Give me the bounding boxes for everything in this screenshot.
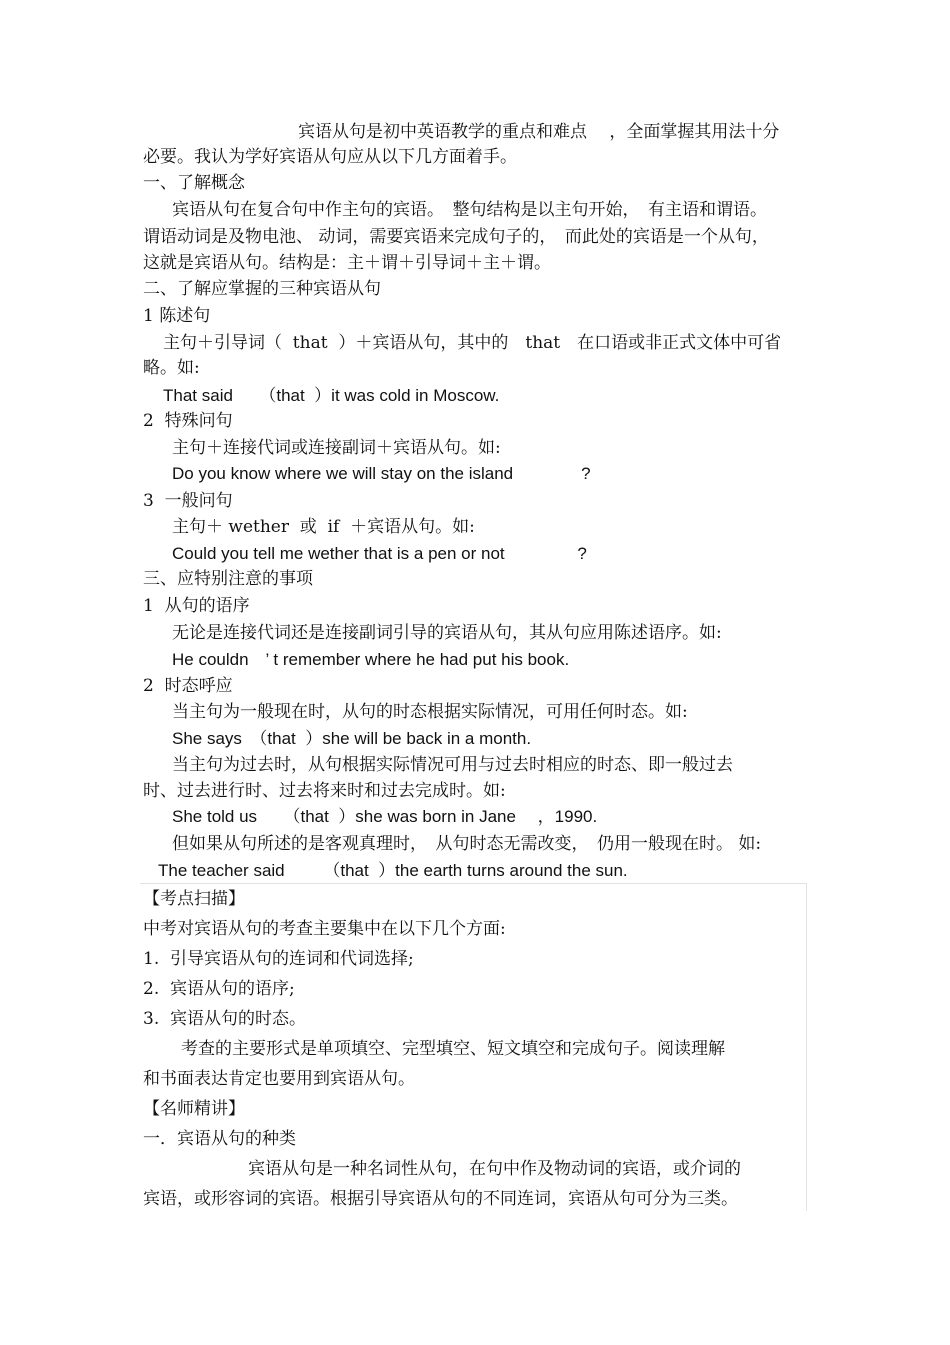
subheading-declarative: 1 陈述句 xyxy=(143,306,211,326)
special-question-rule: 主句＋连接代词或连接副词＋宾语从句。如: xyxy=(172,438,501,458)
section-heading-1: 一、了解概念 xyxy=(143,173,245,193)
types-line-2: 宾语，或形容词的宾语。根据引导宾语从句的不同连词，宾语从句可分为三类。 xyxy=(143,1189,738,1209)
general-question-example: Could you tell me wether that is a pen or not ? xyxy=(172,544,587,563)
tense-example-past: She told us （that ）she was born in Jane ，1990. xyxy=(172,807,598,826)
exam-point-3: 3. 宾语从句的时态。 xyxy=(143,1009,307,1029)
tense-rule-truth: 但如果从句所述的是客观真理时， 从句时态无需改变， 仍用一般现在时。 如: xyxy=(172,834,762,854)
subheading-word-order: 1 从句的语序 xyxy=(143,596,250,616)
exam-point-1: 1. 引导宾语从句的连词和代词选择; xyxy=(143,949,414,969)
teacher-heading: 【名师精讲】 xyxy=(143,1099,245,1119)
exam-scan-heading: 【考点扫描】 xyxy=(143,889,245,909)
declarative-rule-line-1: 主句＋引导词（ that ）＋宾语从句，其中的 that 在口语或非正式文体中可省 xyxy=(163,333,782,353)
declarative-rule-line-2: 略。如: xyxy=(143,358,200,378)
subheading-general-question: 3 一般问句 xyxy=(143,491,233,511)
special-question-example: Do you know where we will stay on the island ? xyxy=(172,464,591,483)
types-heading: 一．宾语从句的种类 xyxy=(143,1129,296,1149)
tense-rule-past-line-1: 当主句为过去时，从句根据实际情况可用与过去时相应的时态、即一般过去 xyxy=(172,755,733,775)
concept-line-1: 宾语从句在复合句中作主句的宾语。 整句结构是以主句开始， 有主语和谓语。 xyxy=(172,200,767,220)
word-order-example: He couldn ’ t remember where he had put his book. xyxy=(172,650,570,669)
exam-forms-line-1: 考查的主要形式是单项填空、完型填空、短文填空和完成句子。阅读理解 xyxy=(181,1039,725,1059)
exam-point-2: 2. 宾语从句的语序; xyxy=(143,979,295,999)
tense-rule-present: 当主句为一般现在时，从句的时态根据实际情况，可用任何时态。如: xyxy=(172,702,688,722)
section-heading-3: 三、应特别注意的事项 xyxy=(143,569,313,589)
tense-example-present: She says （that ）she will be back in a month. xyxy=(172,729,532,748)
tense-example-truth: The teacher said （that ）the earth turns around the sun. xyxy=(158,861,628,880)
concept-line-2: 谓语动词是及物电池、 动词，需要宾语来完成句子的， 而此处的宾语是一个从句， xyxy=(143,227,769,247)
exam-scan-intro: 中考对宾语从句的考查主要集中在以下几个方面: xyxy=(143,919,506,939)
section-heading-2: 二、了解应掌握的三种宾语从句 xyxy=(143,279,381,299)
intro-line-2: 必要。我认为学好宾语从句应从以下几方面着手。 xyxy=(143,147,517,167)
intro-line-1: 宾语从句是初中英语教学的重点和难点 ，全面掌握其用法十分 xyxy=(298,122,780,142)
subheading-special-question: 2 特殊问句 xyxy=(143,411,233,431)
subheading-tense: 2 时态呼应 xyxy=(143,676,233,696)
word-order-rule: 无论是连接代词还是连接副词引导的宾语从句，其从句应用陈述语序。如: xyxy=(172,623,722,643)
types-line-1: 宾语从句是一种名词性从句，在句中作及物动词的宾语，或介词的 xyxy=(248,1159,741,1179)
declarative-example: That said （that ）it was cold in Moscow. xyxy=(163,386,500,405)
exam-forms-line-2: 和书面表达肯定也要用到宾语从句。 xyxy=(143,1069,415,1089)
tense-rule-past-line-2: 时、过去进行时、过去将来时和过去完成时。如: xyxy=(143,781,506,801)
general-question-rule: 主句＋ wether 或 if ＋宾语从句。如: xyxy=(172,517,475,537)
concept-line-3: 这就是宾语从句。结构是：主＋谓＋引导词＋主＋谓。 xyxy=(143,253,551,273)
